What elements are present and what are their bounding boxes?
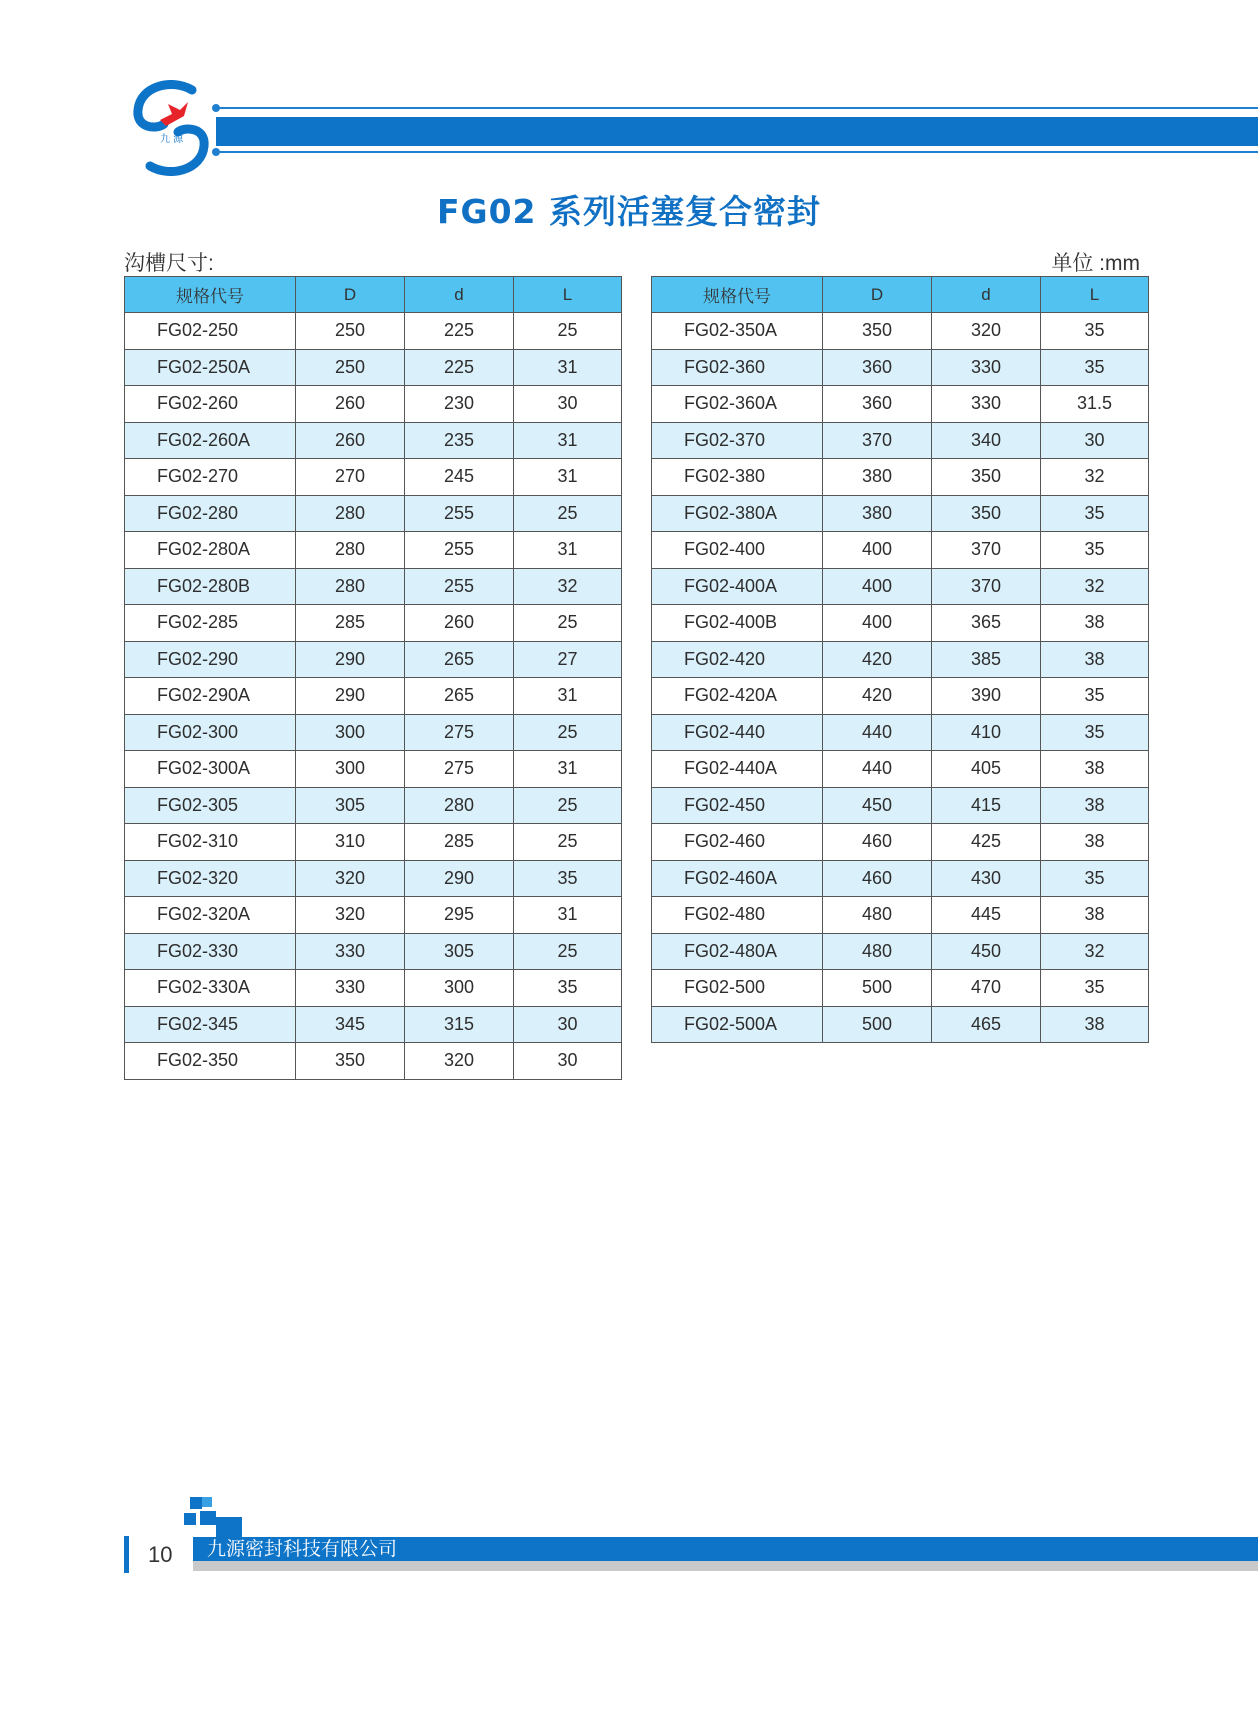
cell-d: 340 bbox=[932, 422, 1041, 459]
cell-L: 38 bbox=[1041, 641, 1149, 678]
cell-code: FG02-280 bbox=[125, 495, 296, 532]
cell-L: 30 bbox=[514, 386, 622, 423]
cell-code: FG02-290 bbox=[125, 641, 296, 678]
table-row bbox=[652, 1006, 1149, 1043]
cell-code: FG02-420 bbox=[652, 641, 823, 678]
cell-d: 415 bbox=[932, 787, 1041, 824]
table-row bbox=[125, 386, 622, 423]
cell-L: 31 bbox=[514, 459, 622, 496]
spec-table-left bbox=[124, 276, 622, 1080]
cell-d: 255 bbox=[405, 495, 514, 532]
cell-L: 32 bbox=[514, 568, 622, 605]
cell-D: 280 bbox=[296, 495, 405, 532]
col-header-d: d bbox=[405, 277, 514, 313]
page-number-marker bbox=[124, 1536, 129, 1573]
cell-L: 32 bbox=[1041, 459, 1149, 496]
cell-D: 380 bbox=[823, 495, 932, 532]
cell-d: 260 bbox=[405, 605, 514, 642]
cell-D: 350 bbox=[823, 313, 932, 350]
cell-L: 30 bbox=[514, 1043, 622, 1080]
table-row bbox=[652, 678, 1149, 715]
cell-D: 440 bbox=[823, 714, 932, 751]
cell-D: 330 bbox=[296, 933, 405, 970]
cell-D: 360 bbox=[823, 349, 932, 386]
cell-d: 465 bbox=[932, 1006, 1041, 1043]
table-row bbox=[652, 897, 1149, 934]
cell-L: 38 bbox=[1041, 1006, 1149, 1043]
cell-code: FG02-345 bbox=[125, 1006, 296, 1043]
cell-d: 410 bbox=[932, 714, 1041, 751]
table-row bbox=[125, 1006, 622, 1043]
cell-L: 25 bbox=[514, 495, 622, 532]
cell-code: FG02-350 bbox=[125, 1043, 296, 1080]
cell-code: FG02-330A bbox=[125, 970, 296, 1007]
cell-L: 35 bbox=[1041, 349, 1149, 386]
cell-d: 385 bbox=[932, 641, 1041, 678]
cell-code: FG02-280A bbox=[125, 532, 296, 569]
header-bar bbox=[216, 117, 1258, 146]
cell-code: FG02-480A bbox=[652, 933, 823, 970]
cell-L: 35 bbox=[1041, 532, 1149, 569]
table-row bbox=[125, 495, 622, 532]
cell-code: FG02-370 bbox=[652, 422, 823, 459]
cell-D: 290 bbox=[296, 678, 405, 715]
cell-d: 285 bbox=[405, 824, 514, 861]
table-row bbox=[652, 970, 1149, 1007]
cell-code: FG02-380 bbox=[652, 459, 823, 496]
cell-d: 390 bbox=[932, 678, 1041, 715]
table-row bbox=[125, 860, 622, 897]
groove-size-label: 沟槽尺寸: bbox=[124, 252, 214, 275]
table-row bbox=[125, 459, 622, 496]
cell-D: 305 bbox=[296, 787, 405, 824]
cell-D: 370 bbox=[823, 422, 932, 459]
table-row bbox=[652, 824, 1149, 861]
cell-D: 400 bbox=[823, 605, 932, 642]
cell-D: 420 bbox=[823, 678, 932, 715]
cell-D: 260 bbox=[296, 386, 405, 423]
table-row bbox=[652, 568, 1149, 605]
cell-L: 38 bbox=[1041, 751, 1149, 788]
cell-d: 225 bbox=[405, 349, 514, 386]
cell-code: FG02-280B bbox=[125, 568, 296, 605]
cell-L: 35 bbox=[1041, 860, 1149, 897]
cell-D: 480 bbox=[823, 933, 932, 970]
cell-d: 320 bbox=[932, 313, 1041, 350]
table-row bbox=[125, 1043, 622, 1080]
cell-L: 35 bbox=[1041, 495, 1149, 532]
cell-d: 230 bbox=[405, 386, 514, 423]
cell-d: 350 bbox=[932, 495, 1041, 532]
footer-company-name: 九源密封科技有限公司 bbox=[207, 1538, 398, 1560]
cell-L: 30 bbox=[1041, 422, 1149, 459]
cell-code: FG02-350A bbox=[652, 313, 823, 350]
cell-d: 255 bbox=[405, 532, 514, 569]
cell-L: 35 bbox=[514, 970, 622, 1007]
cell-d: 265 bbox=[405, 678, 514, 715]
cell-L: 32 bbox=[1041, 568, 1149, 605]
cell-d: 225 bbox=[405, 313, 514, 350]
cell-L: 38 bbox=[1041, 897, 1149, 934]
cell-L: 35 bbox=[1041, 714, 1149, 751]
cell-L: 31 bbox=[514, 751, 622, 788]
table-row bbox=[652, 751, 1149, 788]
table-row bbox=[652, 313, 1149, 350]
cell-D: 460 bbox=[823, 824, 932, 861]
cell-code: FG02-250 bbox=[125, 313, 296, 350]
cell-d: 470 bbox=[932, 970, 1041, 1007]
cell-D: 420 bbox=[823, 641, 932, 678]
cell-L: 38 bbox=[1041, 824, 1149, 861]
col-header-d: d bbox=[932, 277, 1041, 313]
cell-D: 320 bbox=[296, 860, 405, 897]
table-row bbox=[125, 349, 622, 386]
table-row bbox=[125, 933, 622, 970]
table-row bbox=[652, 860, 1149, 897]
table-header-row bbox=[125, 277, 622, 313]
company-logo bbox=[132, 80, 210, 176]
cell-code: FG02-460 bbox=[652, 824, 823, 861]
cell-L: 25 bbox=[514, 933, 622, 970]
logo-text: 九 源 bbox=[160, 134, 184, 145]
cell-L: 27 bbox=[514, 641, 622, 678]
col-header-D: D bbox=[296, 277, 405, 313]
cell-d: 320 bbox=[405, 1043, 514, 1080]
cell-d: 295 bbox=[405, 897, 514, 934]
cell-code: FG02-290A bbox=[125, 678, 296, 715]
footer-gray-strip bbox=[193, 1561, 1258, 1571]
cell-D: 300 bbox=[296, 714, 405, 751]
cell-d: 425 bbox=[932, 824, 1041, 861]
cell-d: 370 bbox=[932, 568, 1041, 605]
col-header-code: 规格代号 bbox=[125, 277, 296, 313]
cell-L: 25 bbox=[514, 787, 622, 824]
cell-d: 275 bbox=[405, 751, 514, 788]
cell-d: 315 bbox=[405, 1006, 514, 1043]
cell-D: 500 bbox=[823, 970, 932, 1007]
cell-d: 445 bbox=[932, 897, 1041, 934]
cell-D: 500 bbox=[823, 1006, 932, 1043]
spec-table-right bbox=[651, 276, 1149, 1043]
cell-L: 35 bbox=[514, 860, 622, 897]
cell-L: 35 bbox=[1041, 970, 1149, 1007]
cell-d: 330 bbox=[932, 386, 1041, 423]
cell-D: 290 bbox=[296, 641, 405, 678]
cell-L: 31 bbox=[514, 422, 622, 459]
cell-D: 280 bbox=[296, 568, 405, 605]
cell-L: 35 bbox=[1041, 678, 1149, 715]
cell-L: 31 bbox=[514, 678, 622, 715]
cell-code: FG02-260 bbox=[125, 386, 296, 423]
table-row bbox=[125, 787, 622, 824]
table-row bbox=[652, 495, 1149, 532]
cell-code: FG02-305 bbox=[125, 787, 296, 824]
table-row bbox=[125, 970, 622, 1007]
cell-code: FG02-440A bbox=[652, 751, 823, 788]
table-row bbox=[652, 787, 1149, 824]
cell-code: FG02-380A bbox=[652, 495, 823, 532]
cell-D: 330 bbox=[296, 970, 405, 1007]
page-number: 10 bbox=[148, 1542, 173, 1567]
table-header-row bbox=[652, 277, 1149, 313]
cell-d: 265 bbox=[405, 641, 514, 678]
cell-D: 480 bbox=[823, 897, 932, 934]
cell-d: 300 bbox=[405, 970, 514, 1007]
cell-D: 320 bbox=[296, 897, 405, 934]
table-row bbox=[125, 641, 622, 678]
table-row bbox=[652, 459, 1149, 496]
cell-code: FG02-300 bbox=[125, 714, 296, 751]
header-line-bottom bbox=[216, 151, 1258, 153]
cell-code: FG02-420A bbox=[652, 678, 823, 715]
cell-code: FG02-285 bbox=[125, 605, 296, 642]
table-row bbox=[125, 568, 622, 605]
cell-code: FG02-250A bbox=[125, 349, 296, 386]
cell-L: 38 bbox=[1041, 605, 1149, 642]
cell-d: 430 bbox=[932, 860, 1041, 897]
cell-code: FG02-400 bbox=[652, 532, 823, 569]
cell-code: FG02-400B bbox=[652, 605, 823, 642]
cell-L: 31.5 bbox=[1041, 386, 1149, 423]
unit-label: 单位 :mm bbox=[1051, 252, 1140, 275]
cell-d: 235 bbox=[405, 422, 514, 459]
footer-squares-decoration bbox=[190, 1497, 242, 1539]
cell-d: 245 bbox=[405, 459, 514, 496]
page-title: FG02 系列活塞复合密封 bbox=[436, 192, 822, 231]
cell-D: 300 bbox=[296, 751, 405, 788]
header-line-top bbox=[216, 107, 1258, 109]
col-header-L: L bbox=[514, 277, 622, 313]
table-row bbox=[125, 313, 622, 350]
table-row bbox=[652, 714, 1149, 751]
table-row bbox=[125, 714, 622, 751]
cell-d: 280 bbox=[405, 787, 514, 824]
cell-code: FG02-400A bbox=[652, 568, 823, 605]
col-header-code: 规格代号 bbox=[652, 277, 823, 313]
table-row bbox=[652, 641, 1149, 678]
table-row bbox=[125, 532, 622, 569]
table-row bbox=[125, 422, 622, 459]
cell-d: 305 bbox=[405, 933, 514, 970]
cell-d: 255 bbox=[405, 568, 514, 605]
cell-D: 345 bbox=[296, 1006, 405, 1043]
table-row bbox=[652, 349, 1149, 386]
cell-L: 35 bbox=[1041, 313, 1149, 350]
table-row bbox=[652, 386, 1149, 423]
table-row bbox=[125, 824, 622, 861]
cell-d: 275 bbox=[405, 714, 514, 751]
cell-d: 450 bbox=[932, 933, 1041, 970]
cell-D: 350 bbox=[296, 1043, 405, 1080]
cell-code: FG02-460A bbox=[652, 860, 823, 897]
cell-d: 290 bbox=[405, 860, 514, 897]
table-row bbox=[652, 605, 1149, 642]
table-row bbox=[652, 532, 1149, 569]
cell-D: 250 bbox=[296, 349, 405, 386]
cell-L: 31 bbox=[514, 532, 622, 569]
table-row bbox=[125, 678, 622, 715]
cell-D: 380 bbox=[823, 459, 932, 496]
table-row bbox=[652, 422, 1149, 459]
col-header-D: D bbox=[823, 277, 932, 313]
cell-D: 440 bbox=[823, 751, 932, 788]
cell-L: 31 bbox=[514, 349, 622, 386]
table-row bbox=[125, 605, 622, 642]
col-header-L: L bbox=[1041, 277, 1149, 313]
cell-code: FG02-480 bbox=[652, 897, 823, 934]
cell-L: 25 bbox=[514, 313, 622, 350]
cell-L: 30 bbox=[514, 1006, 622, 1043]
cell-d: 405 bbox=[932, 751, 1041, 788]
cell-D: 400 bbox=[823, 532, 932, 569]
cell-code: FG02-360 bbox=[652, 349, 823, 386]
cell-code: FG02-500A bbox=[652, 1006, 823, 1043]
table-row bbox=[125, 897, 622, 934]
cell-D: 285 bbox=[296, 605, 405, 642]
cell-D: 270 bbox=[296, 459, 405, 496]
cell-D: 280 bbox=[296, 532, 405, 569]
cell-code: FG02-320A bbox=[125, 897, 296, 934]
cell-code: FG02-300A bbox=[125, 751, 296, 788]
cell-code: FG02-330 bbox=[125, 933, 296, 970]
cell-code: FG02-360A bbox=[652, 386, 823, 423]
cell-D: 400 bbox=[823, 568, 932, 605]
cell-code: FG02-450 bbox=[652, 787, 823, 824]
cell-L: 25 bbox=[514, 824, 622, 861]
cell-D: 460 bbox=[823, 860, 932, 897]
cell-d: 370 bbox=[932, 532, 1041, 569]
cell-D: 450 bbox=[823, 787, 932, 824]
table-row bbox=[652, 933, 1149, 970]
table-row bbox=[125, 751, 622, 788]
cell-d: 365 bbox=[932, 605, 1041, 642]
cell-d: 330 bbox=[932, 349, 1041, 386]
cell-D: 310 bbox=[296, 824, 405, 861]
cell-d: 350 bbox=[932, 459, 1041, 496]
cell-L: 25 bbox=[514, 605, 622, 642]
cell-code: FG02-260A bbox=[125, 422, 296, 459]
cell-L: 31 bbox=[514, 897, 622, 934]
cell-code: FG02-270 bbox=[125, 459, 296, 496]
cell-L: 38 bbox=[1041, 787, 1149, 824]
cell-code: FG02-310 bbox=[125, 824, 296, 861]
cell-code: FG02-440 bbox=[652, 714, 823, 751]
cell-D: 360 bbox=[823, 386, 932, 423]
cell-D: 250 bbox=[296, 313, 405, 350]
cell-L: 25 bbox=[514, 714, 622, 751]
cell-L: 32 bbox=[1041, 933, 1149, 970]
cell-code: FG02-320 bbox=[125, 860, 296, 897]
cell-code: FG02-500 bbox=[652, 970, 823, 1007]
cell-D: 260 bbox=[296, 422, 405, 459]
